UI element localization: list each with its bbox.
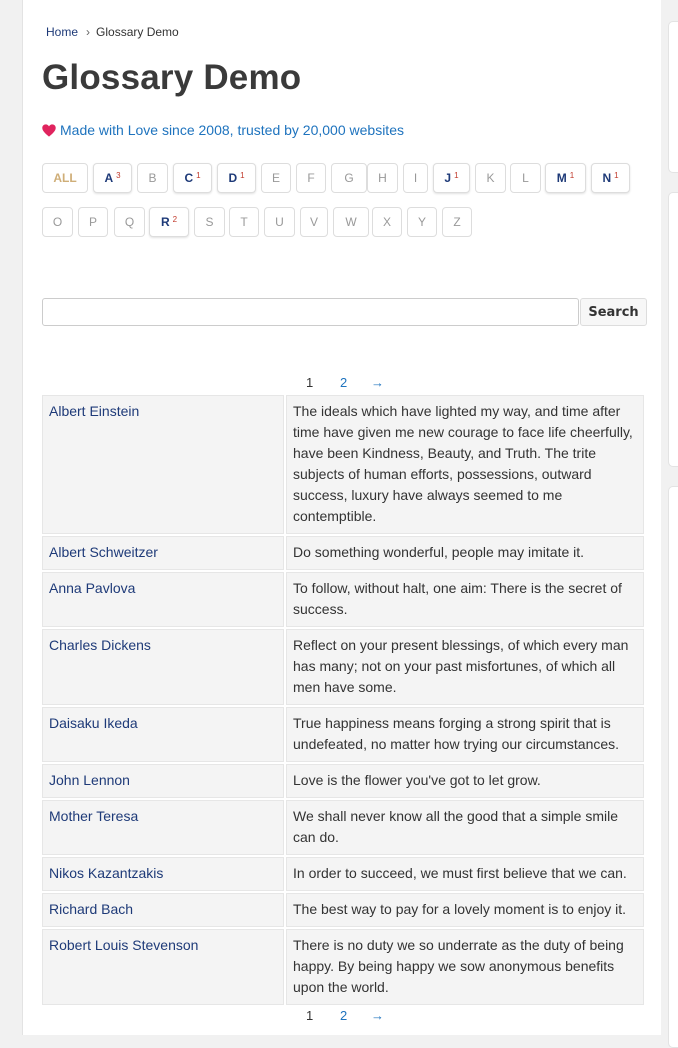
letter-label: V (309, 215, 318, 229)
glossary-definition: True happiness means forging a strong spirit that is undefeated, no matter how trying our circumstances. (286, 707, 644, 762)
letter-label: Q (124, 215, 135, 229)
letter-filter-t[interactable] (229, 207, 259, 237)
letter-filter-n[interactable] (591, 163, 630, 193)
letter-count: 1 (240, 170, 245, 180)
breadcrumb-home-link[interactable]: Home (46, 25, 79, 39)
letter-count: 1 (569, 170, 575, 180)
table-row (42, 395, 644, 534)
search-button[interactable]: Search (580, 298, 647, 326)
table-row (42, 800, 644, 855)
letter-filter-d[interactable] (217, 163, 256, 193)
letter-label: K (486, 171, 495, 185)
sidebar-widget (668, 21, 678, 173)
table-row (42, 707, 644, 762)
letter-filter-all[interactable] (42, 163, 88, 193)
letter-filter-h[interactable] (367, 163, 398, 193)
letter-filter-g[interactable] (331, 163, 367, 193)
table-row (42, 536, 644, 570)
letter-label: D (228, 171, 238, 185)
letter-label: Z (453, 215, 461, 229)
letter-label: G (344, 171, 354, 185)
letter-count: 2 (172, 214, 178, 224)
letter-label: O (52, 215, 63, 229)
glossary-definition: Love is the flower you've got to let grow. (286, 764, 644, 798)
letter-filter-i[interactable] (403, 163, 428, 193)
glossary-term-link[interactable]: Nikos Kazantzakis (42, 857, 284, 891)
glossary-table (40, 393, 646, 1007)
page-2-link[interactable]: 2 (340, 1008, 348, 1023)
letter-label: F (307, 171, 315, 185)
page-current: 1 (306, 375, 314, 390)
glossary-definition: We shall never know all the good that a simple smile can do. (286, 800, 644, 855)
glossary-term-link[interactable]: Albert Einstein (42, 395, 284, 534)
letter-label: R (160, 215, 170, 229)
letter-filter-l[interactable] (510, 163, 541, 193)
letter-label: Y (417, 215, 426, 229)
glossary-term-link[interactable]: Richard Bach (42, 893, 284, 927)
letter-filter-a[interactable] (93, 163, 132, 193)
letter-filter-r[interactable] (149, 207, 189, 237)
breadcrumb-current: Glossary Demo (96, 25, 179, 39)
letter-filter-e[interactable] (261, 163, 291, 193)
breadcrumb-separator: › (86, 25, 91, 39)
letter-count: 1 (454, 170, 459, 180)
letter-filter-k[interactable] (475, 163, 506, 193)
letter-filter-m[interactable] (545, 163, 586, 193)
glossary-term-link[interactable]: John Lennon (42, 764, 284, 798)
page-2-link[interactable]: 2 (340, 375, 348, 390)
table-row (42, 857, 644, 891)
letter-label: ALL (53, 171, 77, 185)
letter-filter-v[interactable] (300, 207, 328, 237)
letter-filter-z[interactable] (442, 207, 472, 237)
sidebar-widget (668, 192, 678, 467)
letter-filter-x[interactable] (372, 207, 402, 237)
letter-label: W (345, 215, 357, 229)
letter-filter-p[interactable] (78, 207, 108, 237)
letter-filter-c[interactable] (173, 163, 212, 193)
letter-filter-w[interactable] (333, 207, 369, 237)
glossary-term-link[interactable]: Mother Teresa (42, 800, 284, 855)
letter-label: P (88, 215, 97, 229)
letter-label: T (240, 215, 248, 229)
letter-label: X (382, 215, 391, 229)
letter-filter-j[interactable] (433, 163, 470, 193)
glossary-definition: There is no duty we so underrate as the duty of being happy. By being happy we sow anonymous benefits upon the world. (286, 929, 644, 1005)
glossary-definition: Reflect on your present blessings, of which every man has many; not on your past misfortunes, of which all men have some. (286, 629, 644, 705)
promo-text: Made with Love since 2008, trusted by 20,000 websites (60, 122, 404, 138)
glossary-term-link[interactable]: Anna Pavlova (42, 572, 284, 627)
letter-count: 3 (116, 170, 121, 180)
table-row (42, 764, 644, 798)
letter-label: B (148, 171, 157, 185)
letter-filter-f[interactable] (296, 163, 326, 193)
sidebar-widget (668, 486, 678, 1048)
letter-filter-q[interactable] (114, 207, 145, 237)
letter-label: M (556, 171, 567, 185)
glossary-definition: The best way to pay for a lovely moment is to enjoy it. (286, 893, 644, 927)
glossary-term-link[interactable]: Charles Dickens (42, 629, 284, 705)
letter-filter-s[interactable] (194, 207, 225, 237)
letter-filter-y[interactable] (407, 207, 437, 237)
letter-filter-b[interactable] (137, 163, 168, 193)
breadcrumb (46, 25, 179, 39)
page-title: Glossary Demo (42, 58, 302, 97)
heart-icon (42, 124, 56, 137)
letter-label: U (275, 215, 284, 229)
letter-count: 1 (196, 170, 201, 180)
letter-label: I (413, 171, 418, 185)
letter-label: S (205, 215, 214, 229)
glossary-term-link[interactable]: Albert Schweitzer (42, 536, 284, 570)
letter-count: 1 (614, 170, 619, 180)
letter-label: J (444, 171, 452, 185)
promo-link[interactable] (42, 122, 404, 138)
letter-label: E (271, 171, 280, 185)
glossary-definition: To follow, without halt, one aim: There is the secret of success. (286, 572, 644, 627)
table-row (42, 572, 644, 627)
glossary-definition: Do something wonderful, people may imitate it. (286, 536, 644, 570)
letter-label: N (602, 171, 612, 185)
glossary-definition: In order to succeed, we must first believe that we can. (286, 857, 644, 891)
next-page-link[interactable]: → (371, 375, 384, 390)
next-page-link[interactable]: → (371, 1008, 384, 1023)
letter-label: C (184, 171, 194, 185)
letter-filter-o[interactable] (42, 207, 73, 237)
table-row (42, 629, 644, 705)
search-input[interactable] (42, 298, 579, 326)
letter-label: L (522, 171, 529, 185)
letter-filter-u[interactable] (264, 207, 295, 237)
glossary-term-link[interactable]: Robert Louis Stevenson (42, 929, 284, 1005)
letter-label: A (104, 171, 114, 185)
page-current: 1 (306, 1008, 314, 1023)
glossary-term-link[interactable]: Daisaku Ikeda (42, 707, 284, 762)
table-row (42, 893, 644, 927)
glossary-definition: The ideals which have lighted my way, and time after time have given me new courage to face life cheerfully, have been Kindness, Beauty, and Truth. The trite subjects of human efforts, possessions, outward success, luxury have always seemed to me contemptible. (286, 395, 644, 534)
letter-label: H (378, 171, 387, 185)
table-row (42, 929, 644, 1005)
